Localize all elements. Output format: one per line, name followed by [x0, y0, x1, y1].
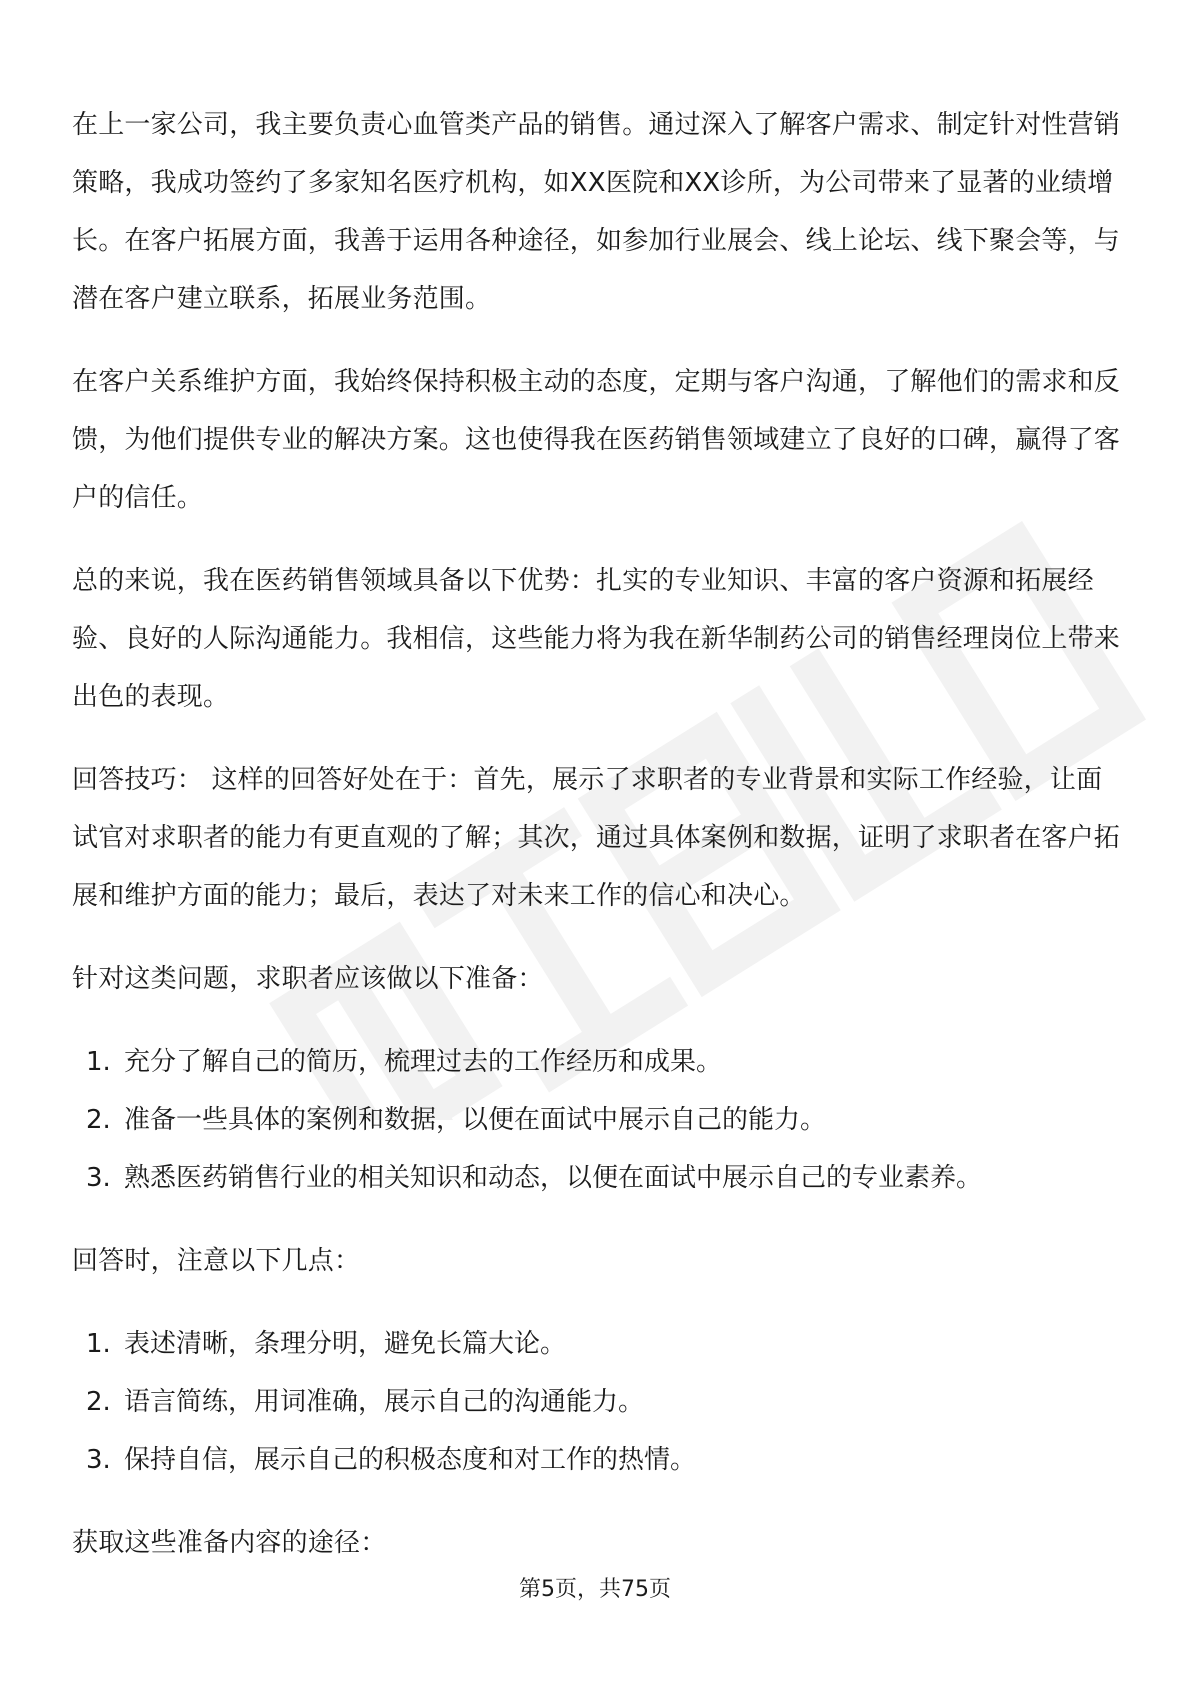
notes-list	[72, 1315, 1122, 1489]
list-number: 3.	[86, 1163, 111, 1193]
prep-heading: 针对这类问题，求职者应该做以下准备：	[72, 964, 544, 994]
list-number: 3.	[86, 1445, 111, 1475]
prep-list	[72, 1033, 1122, 1207]
list-item	[72, 1373, 1122, 1431]
page-number-footer: 第5页，共75页	[519, 1577, 671, 1602]
list-text: 充分了解自己的简历，梳理过去的工作经历和成果。	[124, 1047, 723, 1077]
list-text: 表述清晰，条理分明，避免长篇大论。	[124, 1329, 567, 1359]
list-item	[72, 1033, 1122, 1091]
list-item	[72, 1149, 1122, 1207]
list-text: 语言简练，用词准确，展示自己的沟通能力。	[124, 1387, 645, 1417]
list-text: 熟悉医药销售行业的相关知识和动态，以便在面试中展示自己的专业素养。	[124, 1163, 983, 1193]
document-body	[72, 96, 1122, 1597]
paragraph-tips: 回答技巧： 这样的回答好处在于：首先，展示了求职者的专业背景和实际工作经验，让面试官对求职者的能力有更直观的了解；其次，通过具体案例和数据，证明了求职者在客户拓展和维护方面的能力；最后，表达了对未来工作的信心和决心。	[72, 765, 1121, 911]
list-item	[72, 1091, 1122, 1149]
list-item	[72, 1315, 1122, 1373]
list-item	[72, 1431, 1122, 1489]
list-text: 准备一些具体的案例和数据，以便在面试中展示自己的能力。	[124, 1105, 827, 1135]
paragraph-relationship: 在客户关系维护方面，我始终保持积极主动的态度，定期与客户沟通，了解他们的需求和反馈，为他们提供专业的解决方案。这也使得我在医药销售领域建立了良好的口碑，赢得了客户的信任。	[72, 367, 1121, 513]
list-number: 2.	[86, 1105, 111, 1135]
list-number: 1.	[86, 1047, 111, 1077]
paragraph-summary: 总的来说，我在医药销售领域具备以下优势：扎实的专业知识、丰富的客户资源和拓展经验、良好的人际沟通能力。我相信，这些能力将为我在新华制药公司的销售经理岗位上带来出色的表现。	[72, 566, 1121, 712]
list-number: 1.	[86, 1329, 111, 1359]
list-number: 2.	[86, 1387, 111, 1417]
list-text: 保持自信，展示自己的积极态度和对工作的热情。	[124, 1445, 697, 1475]
paragraph-experience: 在上一家公司，我主要负责心血管类产品的销售。通过深入了解客户需求、制定针对性营销策略，我成功签约了多家知名医疗机构，如XX医院和XX诊所，为公司带来了显著的业绩增长。在客户拓展方面，我善于运用各种途径，如参加行业展会、线上论坛、线下聚会等，与潜在客户建立联系，拓展业务范围。	[72, 110, 1121, 314]
closing-line: 获取这些准备内容的途径：	[72, 1528, 387, 1558]
notes-heading: 回答时，注意以下几点：	[72, 1246, 361, 1276]
